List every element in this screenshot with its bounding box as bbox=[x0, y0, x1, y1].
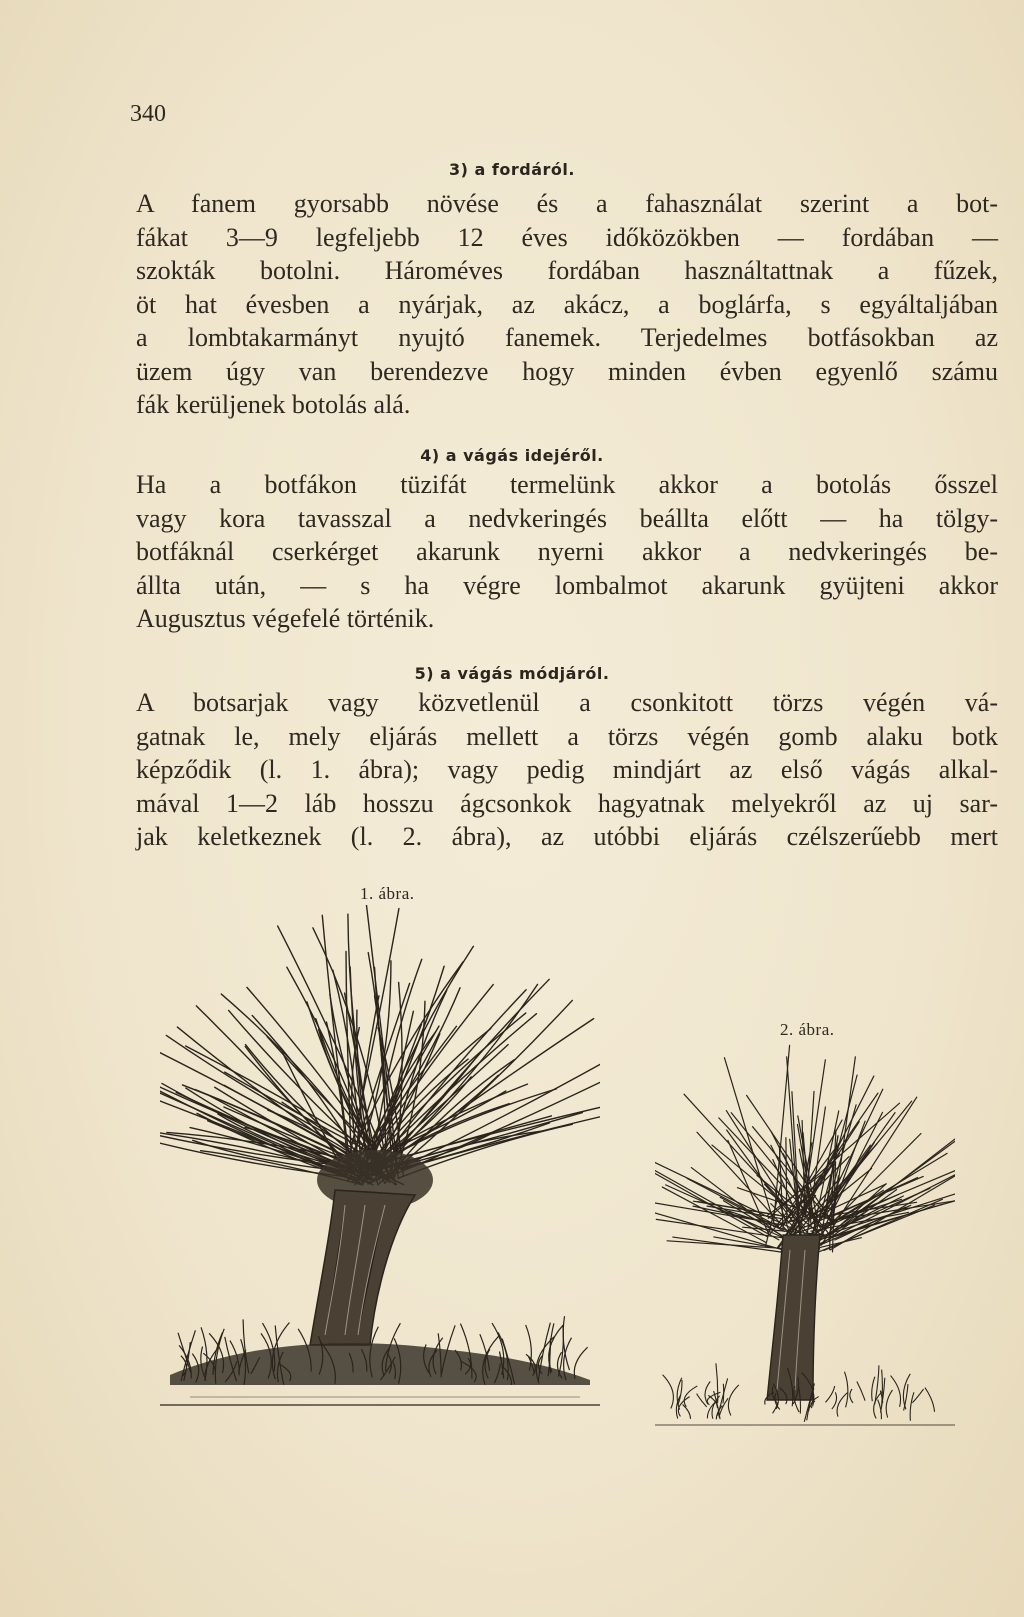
branch-stroke bbox=[655, 1161, 768, 1237]
grass-stroke bbox=[886, 1390, 892, 1418]
text-line: jak keletkeznek (l. 2. ábra), az utóbbi eljárás czélszerűebb mert bbox=[136, 822, 998, 851]
grass-stroke bbox=[832, 1392, 837, 1409]
section-heading-5: 5) a vágás módjáról. bbox=[414, 664, 610, 683]
grass-stroke bbox=[550, 1323, 554, 1373]
text-line: képződik (l. 1. ábra); vagy pedig mindjárt az első vágás alkal- bbox=[136, 755, 998, 784]
page-number: 340 bbox=[130, 101, 166, 127]
text-line: üzem úgy van berendezve hogy minden évben egyenlő számu bbox=[136, 356, 998, 386]
grass-stroke bbox=[825, 1386, 834, 1402]
text-line: Ha a botfákon tüzifát termelünk akkor a botolás ősszel bbox=[136, 470, 998, 499]
text-line: vagy kora tavasszal a nedvkeringés beállta előtt — ha tölgy- bbox=[136, 503, 998, 533]
text-line: állta után, — s ha végre lombalmot akarunk gyüjteni akkor bbox=[136, 570, 998, 600]
grass-stroke bbox=[728, 1385, 738, 1416]
text-line: szokták botolni. Hároméves fordában használtattnak a fűzek, bbox=[136, 256, 998, 285]
grass-stroke bbox=[663, 1375, 674, 1409]
grass-stroke bbox=[678, 1380, 682, 1405]
text-line: a lombtakarmányt nyujtó fanemek. Terjedelmes botfásokban az bbox=[136, 323, 998, 352]
text-line: fák kerüljenek botolás alá. bbox=[136, 390, 411, 419]
section-4-paragraph bbox=[136, 468, 998, 636]
grass-stroke bbox=[716, 1363, 718, 1403]
text-line: Augusztus végefelé történik. bbox=[136, 604, 435, 633]
grass-stroke bbox=[845, 1372, 848, 1408]
section-3-paragraph bbox=[136, 187, 998, 422]
figure-2-caption: 2. ábra. bbox=[780, 1020, 835, 1039]
text-line: mával 1—2 láb hosszu ágcsonkok hagyatnak melyekről az uj sar- bbox=[136, 788, 998, 818]
text-line: A fanem gyorsabb növése és a fahasználat szerint a bot- bbox=[136, 189, 998, 218]
text-line: A botsarjak vagy közvetlenül a csonkitott törzs végén vá- bbox=[136, 688, 998, 717]
grass-stroke bbox=[872, 1377, 875, 1401]
grass-stroke bbox=[878, 1400, 882, 1420]
grass-stroke bbox=[857, 1382, 865, 1401]
figure-1-caption: 1. ábra. bbox=[360, 884, 415, 903]
section-5-paragraph bbox=[136, 686, 998, 854]
text-line: gatnak le, mely eljárás mellett a törzs végén gomb alaku botk bbox=[136, 721, 998, 751]
grass-stroke bbox=[912, 1389, 923, 1403]
grass-stroke bbox=[910, 1392, 914, 1420]
text-line: öt hat évesben a nyárjak, az akácz, a boglárfa, s egyáltaljában bbox=[136, 289, 998, 319]
grass-stroke bbox=[558, 1326, 563, 1376]
grass-stroke bbox=[925, 1388, 935, 1412]
grass-stroke bbox=[684, 1386, 697, 1407]
pollarded-tree-stubs-illustration bbox=[655, 1040, 955, 1450]
section-heading-4: 4) a vágás idejéről. bbox=[420, 446, 604, 465]
branch-stroke bbox=[662, 1187, 766, 1243]
grass-stroke bbox=[574, 1347, 587, 1379]
text-line: fákat 3—9 legfeljebb 12 éves időközökben — fordában — bbox=[136, 222, 998, 252]
pollarded-tree-knob-illustration bbox=[160, 905, 600, 1445]
text-line: botfáknál cserkérget akarunk nyerni akkor a nedvkeringés be- bbox=[136, 537, 998, 566]
grass-stroke bbox=[850, 1389, 853, 1403]
section-heading-3: 3) a fordáról. bbox=[449, 160, 575, 179]
